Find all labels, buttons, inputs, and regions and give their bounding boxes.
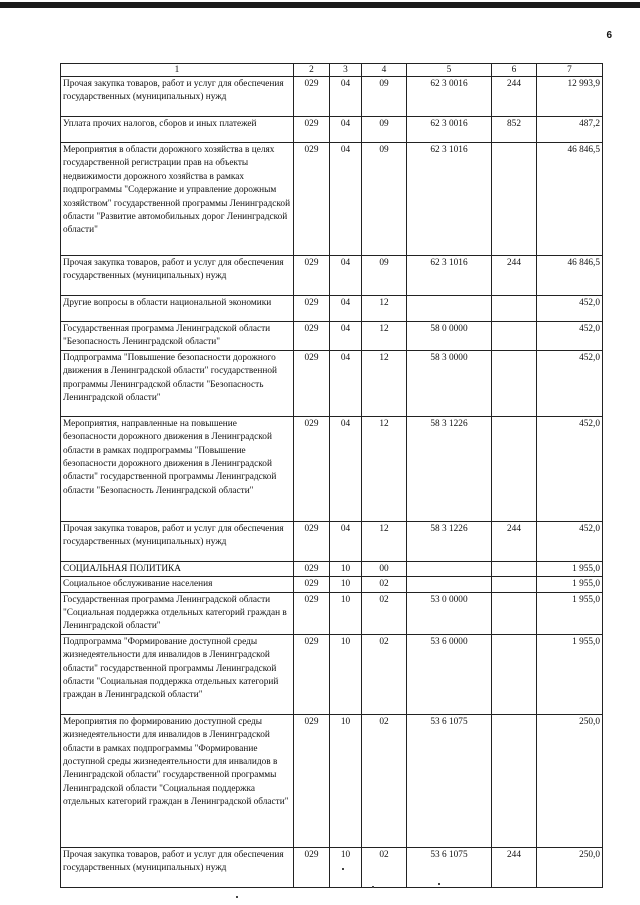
table-row bbox=[61, 350, 603, 416]
row-name: Прочая закупка товаров, работ и услуг для обеспечения государственных (муниципальных) нужд bbox=[61, 256, 294, 296]
row-csr: 53 0 0000 bbox=[407, 592, 492, 634]
row-sum: 1 955,0 bbox=[537, 592, 603, 634]
table-row bbox=[61, 256, 603, 296]
row-rz: 10 bbox=[330, 577, 362, 592]
row-ved: 029 bbox=[294, 416, 330, 521]
row-pr: 12 bbox=[362, 350, 407, 416]
row-pr: 12 bbox=[362, 296, 407, 322]
row-sum: 452,0 bbox=[537, 521, 603, 561]
row-csr: 53 6 1075 bbox=[407, 714, 492, 847]
row-vr bbox=[492, 634, 537, 714]
row-csr: 58 3 1226 bbox=[407, 416, 492, 521]
table-row bbox=[61, 117, 603, 143]
row-vr: 244 bbox=[492, 77, 537, 117]
row-name: Государственная программа Ленинградской области "Безопасность Ленинградской области" bbox=[61, 322, 294, 351]
row-pr: 02 bbox=[362, 714, 407, 847]
row-ved: 029 bbox=[294, 296, 330, 322]
row-sum: 1 955,0 bbox=[537, 577, 603, 592]
column-header: 5 bbox=[407, 64, 492, 77]
scan-speck bbox=[438, 883, 440, 885]
column-header: 1 bbox=[61, 64, 294, 77]
column-header: 6 bbox=[492, 64, 537, 77]
row-vr bbox=[492, 322, 537, 351]
row-sum: 250,0 bbox=[537, 714, 603, 847]
scan-speck bbox=[236, 896, 238, 898]
row-ved: 029 bbox=[294, 117, 330, 143]
row-csr: 62 3 1016 bbox=[407, 143, 492, 256]
row-rz: 04 bbox=[330, 296, 362, 322]
row-csr bbox=[407, 296, 492, 322]
row-sum: 1 955,0 bbox=[537, 634, 603, 714]
row-pr: 09 bbox=[362, 256, 407, 296]
row-vr: 244 bbox=[492, 256, 537, 296]
row-name: Уплата прочих налогов, сборов и иных платежей bbox=[61, 117, 294, 143]
row-ved: 029 bbox=[294, 322, 330, 351]
row-sum: 46 846,5 bbox=[537, 143, 603, 256]
row-ved: 029 bbox=[294, 561, 330, 576]
row-rz: 10 bbox=[330, 634, 362, 714]
row-vr bbox=[492, 416, 537, 521]
row-sum: 452,0 bbox=[537, 322, 603, 351]
row-pr: 00 bbox=[362, 561, 407, 576]
row-name: Подпрограмма "Повышение безопасности дорожного движения в Ленинградской области" государственной программы Ленинградской области "Безопасность Ленинградской области" bbox=[61, 350, 294, 416]
row-name: Прочая закупка товаров, работ и услуг для обеспечения государственных (муниципальных) нужд bbox=[61, 77, 294, 117]
row-name: Мероприятия, направленные на повышение безопасности дорожного движения в Ленинградской области в рамках подпрограммы "Повышение безопасности дорожного движения в Ленинградской области" государственной программы Ленинградской области "Безопасность Ленинградской области" bbox=[61, 416, 294, 521]
row-csr: 53 6 0000 bbox=[407, 634, 492, 714]
row-name: Мероприятия по формированию доступной среды жизнедеятельности для инвалидов в Ленинградской области в рамках подпрограммы "Формирование доступной среды жизнедеятельности для инвалидов в Ленинградской области" государственной программы Ленинградской области "Социальная поддержка отдельных категорий граждан в Ленинградской области" bbox=[61, 714, 294, 847]
row-vr bbox=[492, 350, 537, 416]
row-sum: 487,2 bbox=[537, 117, 603, 143]
row-csr bbox=[407, 561, 492, 576]
row-sum: 1 955,0 bbox=[537, 561, 603, 576]
column-header: 3 bbox=[330, 64, 362, 77]
table-row bbox=[61, 296, 603, 322]
row-name: Другие вопросы в области национальной экономики bbox=[61, 296, 294, 322]
row-name: СОЦИАЛЬНАЯ ПОЛИТИКА bbox=[61, 561, 294, 576]
row-pr: 02 bbox=[362, 847, 407, 887]
row-rz: 04 bbox=[330, 256, 362, 296]
row-pr: 12 bbox=[362, 521, 407, 561]
table-row bbox=[61, 521, 603, 561]
row-name: Прочая закупка товаров, работ и услуг для обеспечения государственных (муниципальных) нужд bbox=[61, 521, 294, 561]
row-rz: 04 bbox=[330, 416, 362, 521]
row-name: Прочая закупка товаров, работ и услуг для обеспечения государственных (муниципальных) нужд bbox=[61, 847, 294, 887]
column-header: 4 bbox=[362, 64, 407, 77]
table-row bbox=[61, 561, 603, 576]
row-name: Социальное обслуживание населения bbox=[61, 577, 294, 592]
row-sum: 452,0 bbox=[537, 350, 603, 416]
row-rz: 10 bbox=[330, 561, 362, 576]
row-sum: 452,0 bbox=[537, 296, 603, 322]
row-ved: 029 bbox=[294, 592, 330, 634]
table-row bbox=[61, 634, 603, 714]
row-csr: 58 0 0000 bbox=[407, 322, 492, 351]
row-pr: 02 bbox=[362, 592, 407, 634]
row-rz: 10 bbox=[330, 714, 362, 847]
row-ved: 029 bbox=[294, 350, 330, 416]
table-row bbox=[61, 143, 603, 256]
row-pr: 02 bbox=[362, 577, 407, 592]
row-pr: 09 bbox=[362, 77, 407, 117]
row-vr bbox=[492, 296, 537, 322]
row-ved: 029 bbox=[294, 714, 330, 847]
row-rz: 04 bbox=[330, 350, 362, 416]
table-row bbox=[61, 847, 603, 887]
row-vr bbox=[492, 714, 537, 847]
scan-speck bbox=[372, 886, 374, 888]
budget-table bbox=[60, 63, 603, 888]
row-vr bbox=[492, 577, 537, 592]
row-rz: 04 bbox=[330, 322, 362, 351]
row-pr: 12 bbox=[362, 416, 407, 521]
row-pr: 09 bbox=[362, 143, 407, 256]
row-rz: 04 bbox=[330, 521, 362, 561]
row-rz: 04 bbox=[330, 117, 362, 143]
row-csr: 62 3 1016 bbox=[407, 256, 492, 296]
top-scan-border bbox=[0, 2, 640, 8]
row-vr: 244 bbox=[492, 847, 537, 887]
row-rz: 10 bbox=[330, 847, 362, 887]
row-pr: 12 bbox=[362, 322, 407, 351]
table-header-row bbox=[61, 64, 603, 77]
table-row bbox=[61, 77, 603, 117]
row-sum: 250,0 bbox=[537, 847, 603, 887]
row-rz: 04 bbox=[330, 143, 362, 256]
row-ved: 029 bbox=[294, 77, 330, 117]
row-csr: 58 3 0000 bbox=[407, 350, 492, 416]
row-csr bbox=[407, 577, 492, 592]
row-name: Государственная программа Ленинградской области "Социальная поддержка отдельных категорий граждан в Ленинградской области" bbox=[61, 592, 294, 634]
row-vr bbox=[492, 592, 537, 634]
row-ved: 029 bbox=[294, 847, 330, 887]
table-row bbox=[61, 714, 603, 847]
row-pr: 02 bbox=[362, 634, 407, 714]
row-ved: 029 bbox=[294, 143, 330, 256]
row-csr: 62 3 0016 bbox=[407, 77, 492, 117]
row-vr bbox=[492, 143, 537, 256]
row-ved: 029 bbox=[294, 256, 330, 296]
row-pr: 09 bbox=[362, 117, 407, 143]
row-ved: 029 bbox=[294, 577, 330, 592]
row-csr: 62 3 0016 bbox=[407, 117, 492, 143]
scan-speck bbox=[342, 868, 344, 870]
table-row bbox=[61, 592, 603, 634]
row-vr: 852 bbox=[492, 117, 537, 143]
row-rz: 10 bbox=[330, 592, 362, 634]
row-csr: 53 6 1075 bbox=[407, 847, 492, 887]
row-ved: 029 bbox=[294, 521, 330, 561]
row-rz: 04 bbox=[330, 77, 362, 117]
row-name: Подпрограмма "Формирование доступной среды жизнедеятельности для инвалидов в Ленинградской области" государственной программы Ленинградской области "Социальная поддержка отдельных категорий граждан в Ленинградской области" bbox=[61, 634, 294, 714]
table-row bbox=[61, 416, 603, 521]
row-name: Мероприятия в области дорожного хозяйства в целях государственной регистрации прав на объекты недвижимости дорожного хозяйства в рамках подпрограммы "Содержание и управление дорожным хозяйством" государственной программы Ленинградской области "Развитие автомобильных дорог Ленинградской области" bbox=[61, 143, 294, 256]
row-csr: 58 3 1226 bbox=[407, 521, 492, 561]
table-row bbox=[61, 322, 603, 351]
page-number: 6 bbox=[606, 30, 612, 41]
table-row bbox=[61, 577, 603, 592]
row-sum: 452,0 bbox=[537, 416, 603, 521]
column-header: 2 bbox=[294, 64, 330, 77]
row-vr: 244 bbox=[492, 521, 537, 561]
row-ved: 029 bbox=[294, 634, 330, 714]
row-vr bbox=[492, 561, 537, 576]
row-sum: 12 993,9 bbox=[537, 77, 603, 117]
row-sum: 46 846,5 bbox=[537, 256, 603, 296]
column-header: 7 bbox=[537, 64, 603, 77]
